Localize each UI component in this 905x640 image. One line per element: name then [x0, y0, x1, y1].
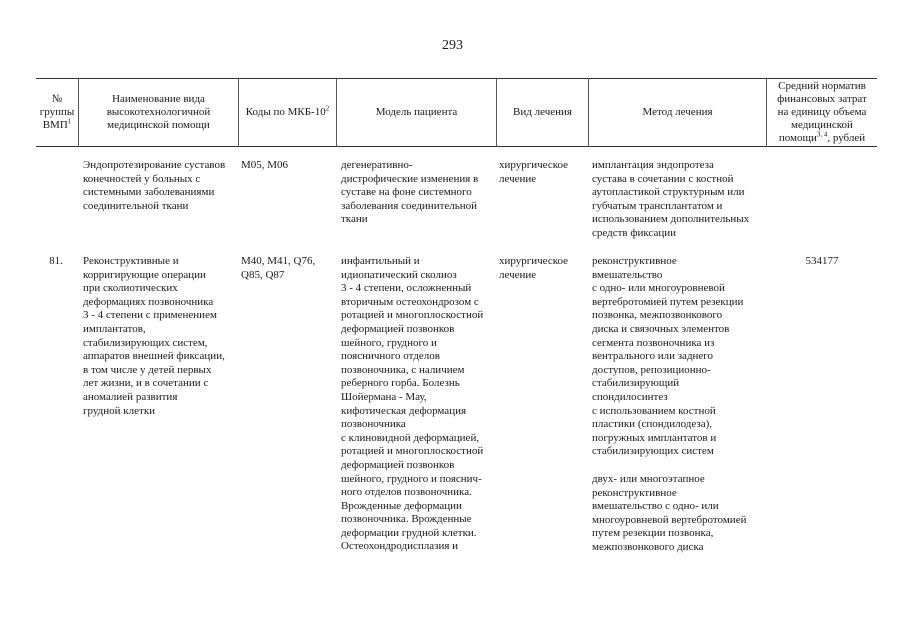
- header-icd-codes: Коды по МКБ-$10^2$: [245, 103, 330, 118]
- header-care-type: Наименование вида высокотехнологичной медицинской помощи: [106, 92, 211, 131]
- header-average-cost: Средний норматив финансовых затрат на единицу объема медицинской помощи$^{3, 4}$, рублей: [777, 79, 867, 144]
- row2-name: Реконструктивные и корригирующие операции при сколиотических деформациях позвоночника 3 - 4 степени с применением имплантатов, стабилизирующих систем, аппаратов внешней фиксации, в том числе у детей первых лет жизни, и в сочетании с аномалией развития грудной клетки: [83, 255, 225, 417]
- row2-average-cost: 534177: [805, 255, 839, 267]
- header-treatment-method: Метод лечения: [642, 105, 713, 118]
- header-bottom-rule: [36, 146, 877, 147]
- row2-codes: M40, M41, Q76, Q85, Q87: [241, 255, 316, 281]
- page-number: 293: [442, 38, 463, 53]
- header-treatment-type: Вид лечения: [513, 105, 572, 118]
- row1-codes: M05, M06: [241, 159, 289, 171]
- header-patient-model: Модель пациента: [375, 105, 458, 118]
- row2-patient-model: инфантильный и идиопатический сколиоз 3 - 4 степени, осложненный вторичным остеохондрозом с ротацией и многоплоскостной деформацией позвонков шейного, грудного и поясничного отделов позвоночника, с наличием реберного горба. Болезнь Шойермана - Мау, кифотическая деформация позвоночника с клиновидной деформацией, ротацией и многоплоскостной деформацией позвонков шейного, грудного и пояснич- ного отделов позвоночника. Врожденные деформации позвоночника. Врожденные деформации грудной клетки. Остеохондродисплазия и: [341, 255, 484, 553]
- row2-group-number: 81.: [49, 255, 63, 267]
- row1-treatment-type: хирургическое лечение: [499, 159, 569, 185]
- row2-treatment-type: хирургическое лечение: [499, 255, 569, 281]
- row2-treatment-method-2: двух- или многоэтапное реконструктивное вмешательство с одно- или многоуровневой вертебротомией путем резекции позвонка, межпозвонкового диска: [592, 473, 747, 553]
- row1-treatment-method: имплантация эндопротеза сустава в сочетании с костной аутопластикой структурным или губчатым трансплантатом и использованием дополнительных средств фиксации: [592, 159, 750, 239]
- row2-treatment-method-1: реконструктивное вмешательство с одно- или многоуровневой вертебротомией путем резекции позвонка, межпозвонкового диска и связочных элементов сегмента позвоночника из вентрального или заднего доступов, репозиционно- стабилизирующий спондилосинтез с использованием костной пластики (спондилодеза), погружных имплантатов и стабилизирующих систем: [592, 255, 744, 458]
- header-group-number: № группы ВМП$^1$: [39, 92, 75, 131]
- row1-name: Эндопротезирование суставов конечностей у больных с системными заболеваниями соединительной ткани: [83, 159, 226, 212]
- row1-patient-model: дегенеративно- дистрофические изменения в суставе на фоне системного заболевания соединительной ткани: [341, 159, 479, 226]
